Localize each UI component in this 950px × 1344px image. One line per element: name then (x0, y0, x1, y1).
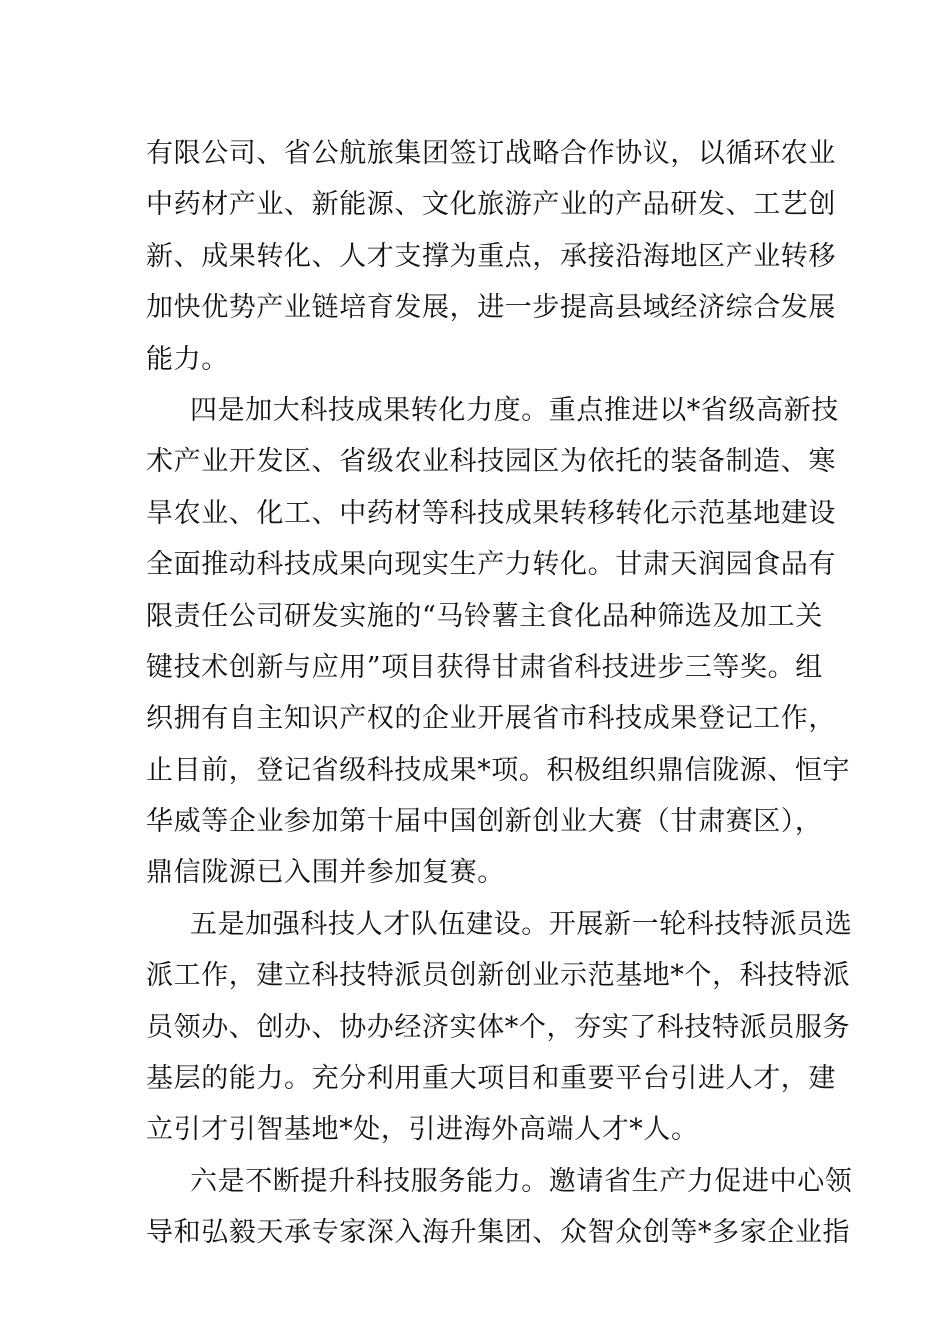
paragraph-2-line-10: 鼎信陇源已入围并参加复赛。 (146, 857, 505, 889)
paragraph-3-line-2: 派工作，建立科技特派员创新创业示范基地*个，科技特派 (146, 960, 851, 992)
paragraph-2-line-8: 止目前，登记省级科技成果*项。积极组织鼎信陇源、恒宇 (146, 754, 851, 786)
document-body (146, 128, 853, 1259)
paragraph-3-line-4: 基层的能力。充分利用重大项目和重要平台引进人才，建 (146, 1063, 836, 1095)
paragraph-3-line-3: 员领办、创办、协办经济实体*个，夯实了科技特派员服务 (146, 1011, 851, 1043)
paragraph-2-line-6: 键技术创新与应用”项目获得甘肃省科技进步三等奖。组 (146, 651, 823, 683)
paragraph-2-line-1: 四是加大科技成果转化力度。重点推进以*省级高新技 (190, 394, 839, 426)
paragraph-3-line-5: 立引才引智基地*处，引进海外高端人才*人。 (146, 1114, 699, 1146)
paragraph-3-line-1: 五是加强科技人才队伍建设。开展新一轮科技特派员选 (190, 908, 853, 940)
paragraph-2-line-4: 全面推动科技成果向现实生产力转化。甘肃天润园食品有 (146, 549, 836, 581)
paragraph-2-line-3: 旱农业、化工、中药材等科技成果转移转化示范基地建设 (146, 497, 836, 529)
paragraph-1-line-1: 有限公司、省公航旅集团签订战略合作协议，以循环农业 (146, 138, 836, 169)
paragraph-2-line-5: 限责任公司研发实施的“马铃薯主食化品种筛选及加工关 (146, 600, 823, 632)
paragraph-1-line-5: 能力。 (146, 343, 229, 375)
paragraph-4-line-2: 导和弘毅天承专家深入海升集团、众智众创等*多家企业指 (146, 1217, 851, 1249)
paragraph-2-line-9: 华威等企业参加第十届中国创新创业大赛（甘肃赛区）， (146, 806, 823, 838)
paragraph-1-line-3: 新、成果转化、人才支撑为重点，承接沿海地区产业转移 (146, 240, 836, 272)
paragraph-2-line-7: 织拥有自主知识产权的企业开展省市科技成果登记工作， (146, 703, 836, 735)
paragraph-1-line-2: 中药材产业、新能源、文化旅游产业的产品研发、工艺创 (146, 189, 836, 221)
paragraph-1-line-4: 加快优势产业链培育发展，进一步提高县域经济综合发展 (146, 292, 836, 324)
paragraph-2-line-2: 术产业开发区、省级农业科技园区为依托的装备制造、寒 (146, 446, 836, 478)
paragraph-4-line-1: 六是不断提升科技服务能力。邀请省生产力促进中心领 (190, 1165, 853, 1197)
